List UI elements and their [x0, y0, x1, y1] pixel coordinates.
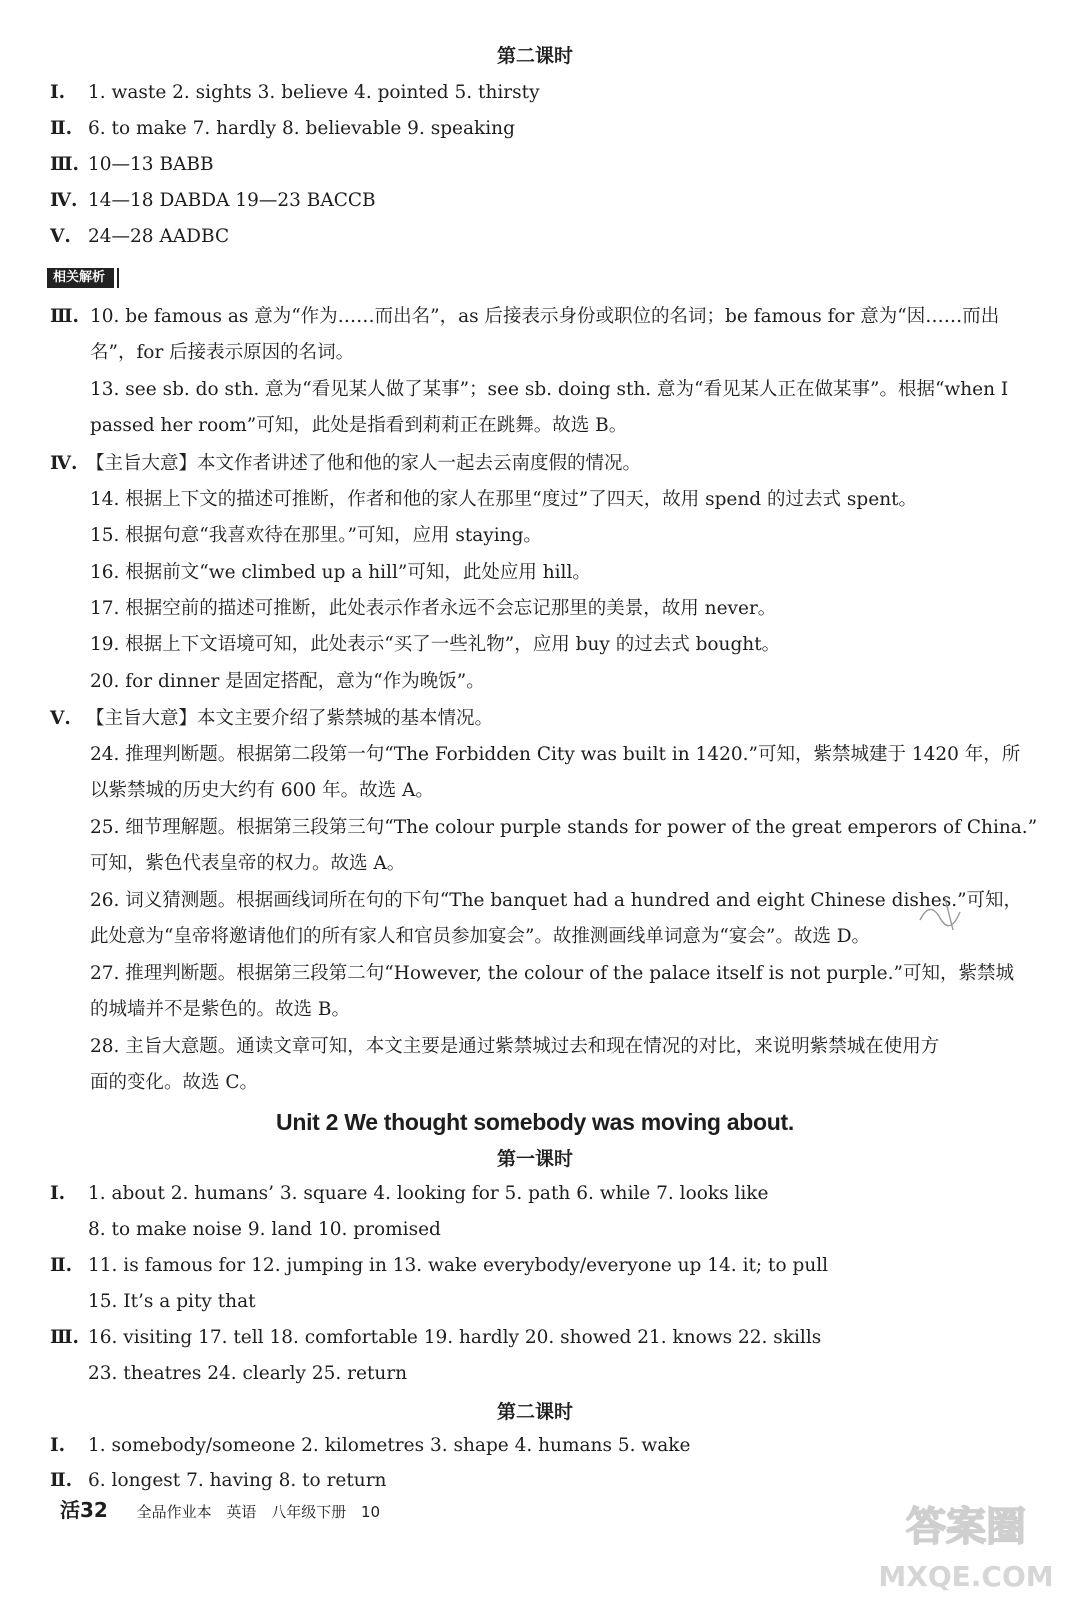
answer-num: Ⅱ.: [50, 1255, 73, 1276]
explanation-line: 【主旨大意】本文主要介绍了紫禁城的基本情况。: [86, 708, 494, 729]
edition-number: 10: [361, 1503, 381, 1521]
book-name: 全品作业本: [136, 1503, 212, 1521]
answer-num: Ⅱ.: [50, 118, 73, 139]
answer-num: Ⅳ.: [50, 190, 78, 211]
answer-num: Ⅰ.: [50, 82, 66, 103]
page-number: 活32: [60, 1498, 108, 1522]
explanation-line: 28. 主旨大意题。通读文章可知，本文主要是通过紫禁城过去和现在情况的对比，来说明紫禁城在使用方: [90, 1036, 940, 1057]
answer-line: 14—18 DABDA 19—23 BACCB: [88, 190, 376, 211]
explanation-line: 13. see sb. do sth. 意为“看见某人做了某事”；see sb. doing sth. 意为“看见某人正在做某事”。根据“when I: [90, 379, 1009, 400]
answer-line: 1. somebody/someone 2. kilometres 3. shape 4. humans 5. wake: [88, 1435, 691, 1456]
explanation-line: 25. 细节理解题。根据第三段第三句“The colour purple stands for power of the great emperors of China.”: [90, 817, 1038, 838]
lesson-heading-first: 第一课时: [496, 1148, 573, 1170]
explanation-line: 16. 根据前文“we climbed up a hill”可知，此处应用 hill。: [90, 562, 591, 583]
explanation-line: 的城墙并不是紫色的。故选 B。: [90, 999, 350, 1020]
answer-line: 11. is famous for 12. jumping in 13. wake everybody/everyone up 14. it; to pull: [88, 1255, 829, 1276]
answer-num: Ⅲ.: [50, 1327, 79, 1348]
watermark-bottom-text: MXQE.COM: [878, 1560, 1054, 1593]
answer-line: 6. to make 7. hardly 8. believable 9. speaking: [88, 118, 515, 139]
answer-num: Ⅴ.: [50, 226, 71, 247]
section-num: Ⅴ.: [50, 708, 71, 729]
answer-line: 10—13 BABB: [88, 154, 214, 175]
answer-num: Ⅲ.: [50, 154, 79, 175]
explanation-line: passed her room”可知，此处是指看到莉莉正在跳舞。故选 B。: [90, 415, 628, 436]
grade-name: 八年级下册: [271, 1503, 347, 1521]
answer-num: Ⅱ.: [50, 1470, 73, 1491]
lesson-heading-top: 第二课时: [496, 45, 573, 67]
explanation-line: 此处意为“皇帝将邀请他们的所有家人和官员参加宴会”。故推测画线单词意为“宴会”。故选 D。: [90, 926, 871, 947]
answer-line: 6. longest 7. having 8. to return: [88, 1470, 387, 1491]
explanation-line: 15. 根据句意“我喜欢待在那里。”可知，应用 staying。: [90, 525, 542, 546]
answer-line: 15. It’s a pity that: [88, 1291, 256, 1312]
explanation-line: 名”，for 后接表示原因的名词。: [90, 342, 355, 363]
explanation-line: 26. 词义猜测题。根据画线词所在句的下句“The banquet had a hundred and eight Chinese dishes.”可知，: [90, 890, 1023, 911]
subject-name: 英语: [226, 1503, 257, 1521]
explanation-line: 14. 根据上下文的描述可推断，作者和他的家人在那里“度过”了四天，故用 spend 的过去式 spent。: [90, 489, 918, 510]
unit-title: Unit 2 We thought somebody was moving about.: [276, 1109, 794, 1135]
explanation-line: 24. 推理判断题。根据第二段第一句“The Forbidden City was built in 1420.”可知，紫禁城建于 1420 年，所: [90, 744, 1021, 765]
watermark-top-text: 答案圈: [906, 1504, 1026, 1550]
answer-line: 1. waste 2. sights 3. believe 4. pointed 5. thirsty: [88, 82, 540, 103]
explanation-line: 10. be famous as 意为“作为……而出名”，as 后接表示身份或职位的名词；be famous for 意为“因……而出: [90, 306, 1000, 327]
related-analysis-tag: 相关解析: [47, 268, 114, 288]
explanation-line: 27. 推理判断题。根据第三段第二句“However, the colour of the palace itself is not purple.”可知，紫禁城: [90, 963, 1014, 984]
answer-line: 23. theatres 24. clearly 25. return: [88, 1363, 408, 1384]
answer-num: Ⅰ.: [50, 1435, 66, 1456]
explanation-line: 20. for dinner 是固定搭配，意为“作为晚饭”。: [90, 671, 485, 692]
explanation-line: 面的变化。故选 C。: [90, 1072, 259, 1093]
explanation-line: 19. 根据上下文语境可知，此处表示“买了一些礼物”，应用 buy 的过去式 bought。: [90, 634, 781, 655]
watermark-logo: [866, 1488, 1066, 1596]
answer-line: 16. visiting 17. tell 18. comfortable 19. hardly 20. showed 21. knows 22. skills: [88, 1327, 822, 1348]
explanation-line: 可知，紫色代表皇帝的权力。故选 A。: [90, 853, 406, 874]
lesson-heading-second: 第二课时: [496, 1401, 573, 1423]
answer-num: Ⅰ.: [50, 1183, 66, 1204]
explanation-line: 以紫禁城的历史大约有 600 年。故选 A。: [90, 780, 434, 801]
explanation-line: 【主旨大意】本文作者讲述了他和他的家人一起去云南度假的情况。: [86, 453, 642, 474]
page-footer: [60, 1497, 390, 1525]
section-num: Ⅳ.: [50, 453, 78, 474]
pen-scribble-mark: [915, 890, 975, 940]
section-num: Ⅲ.: [50, 306, 79, 327]
answer-line: 24—28 AADBC: [88, 226, 230, 247]
answer-line: 8. to make noise 9. land 10. promised: [88, 1219, 441, 1240]
answer-line: 1. about 2. humans’ 3. square 4. looking for 5. path 6. while 7. looks like: [88, 1183, 769, 1204]
explanation-line: 17. 根据空前的描述可推断，此处表示作者永远不会忘记那里的美景，故用 never。: [90, 598, 777, 619]
